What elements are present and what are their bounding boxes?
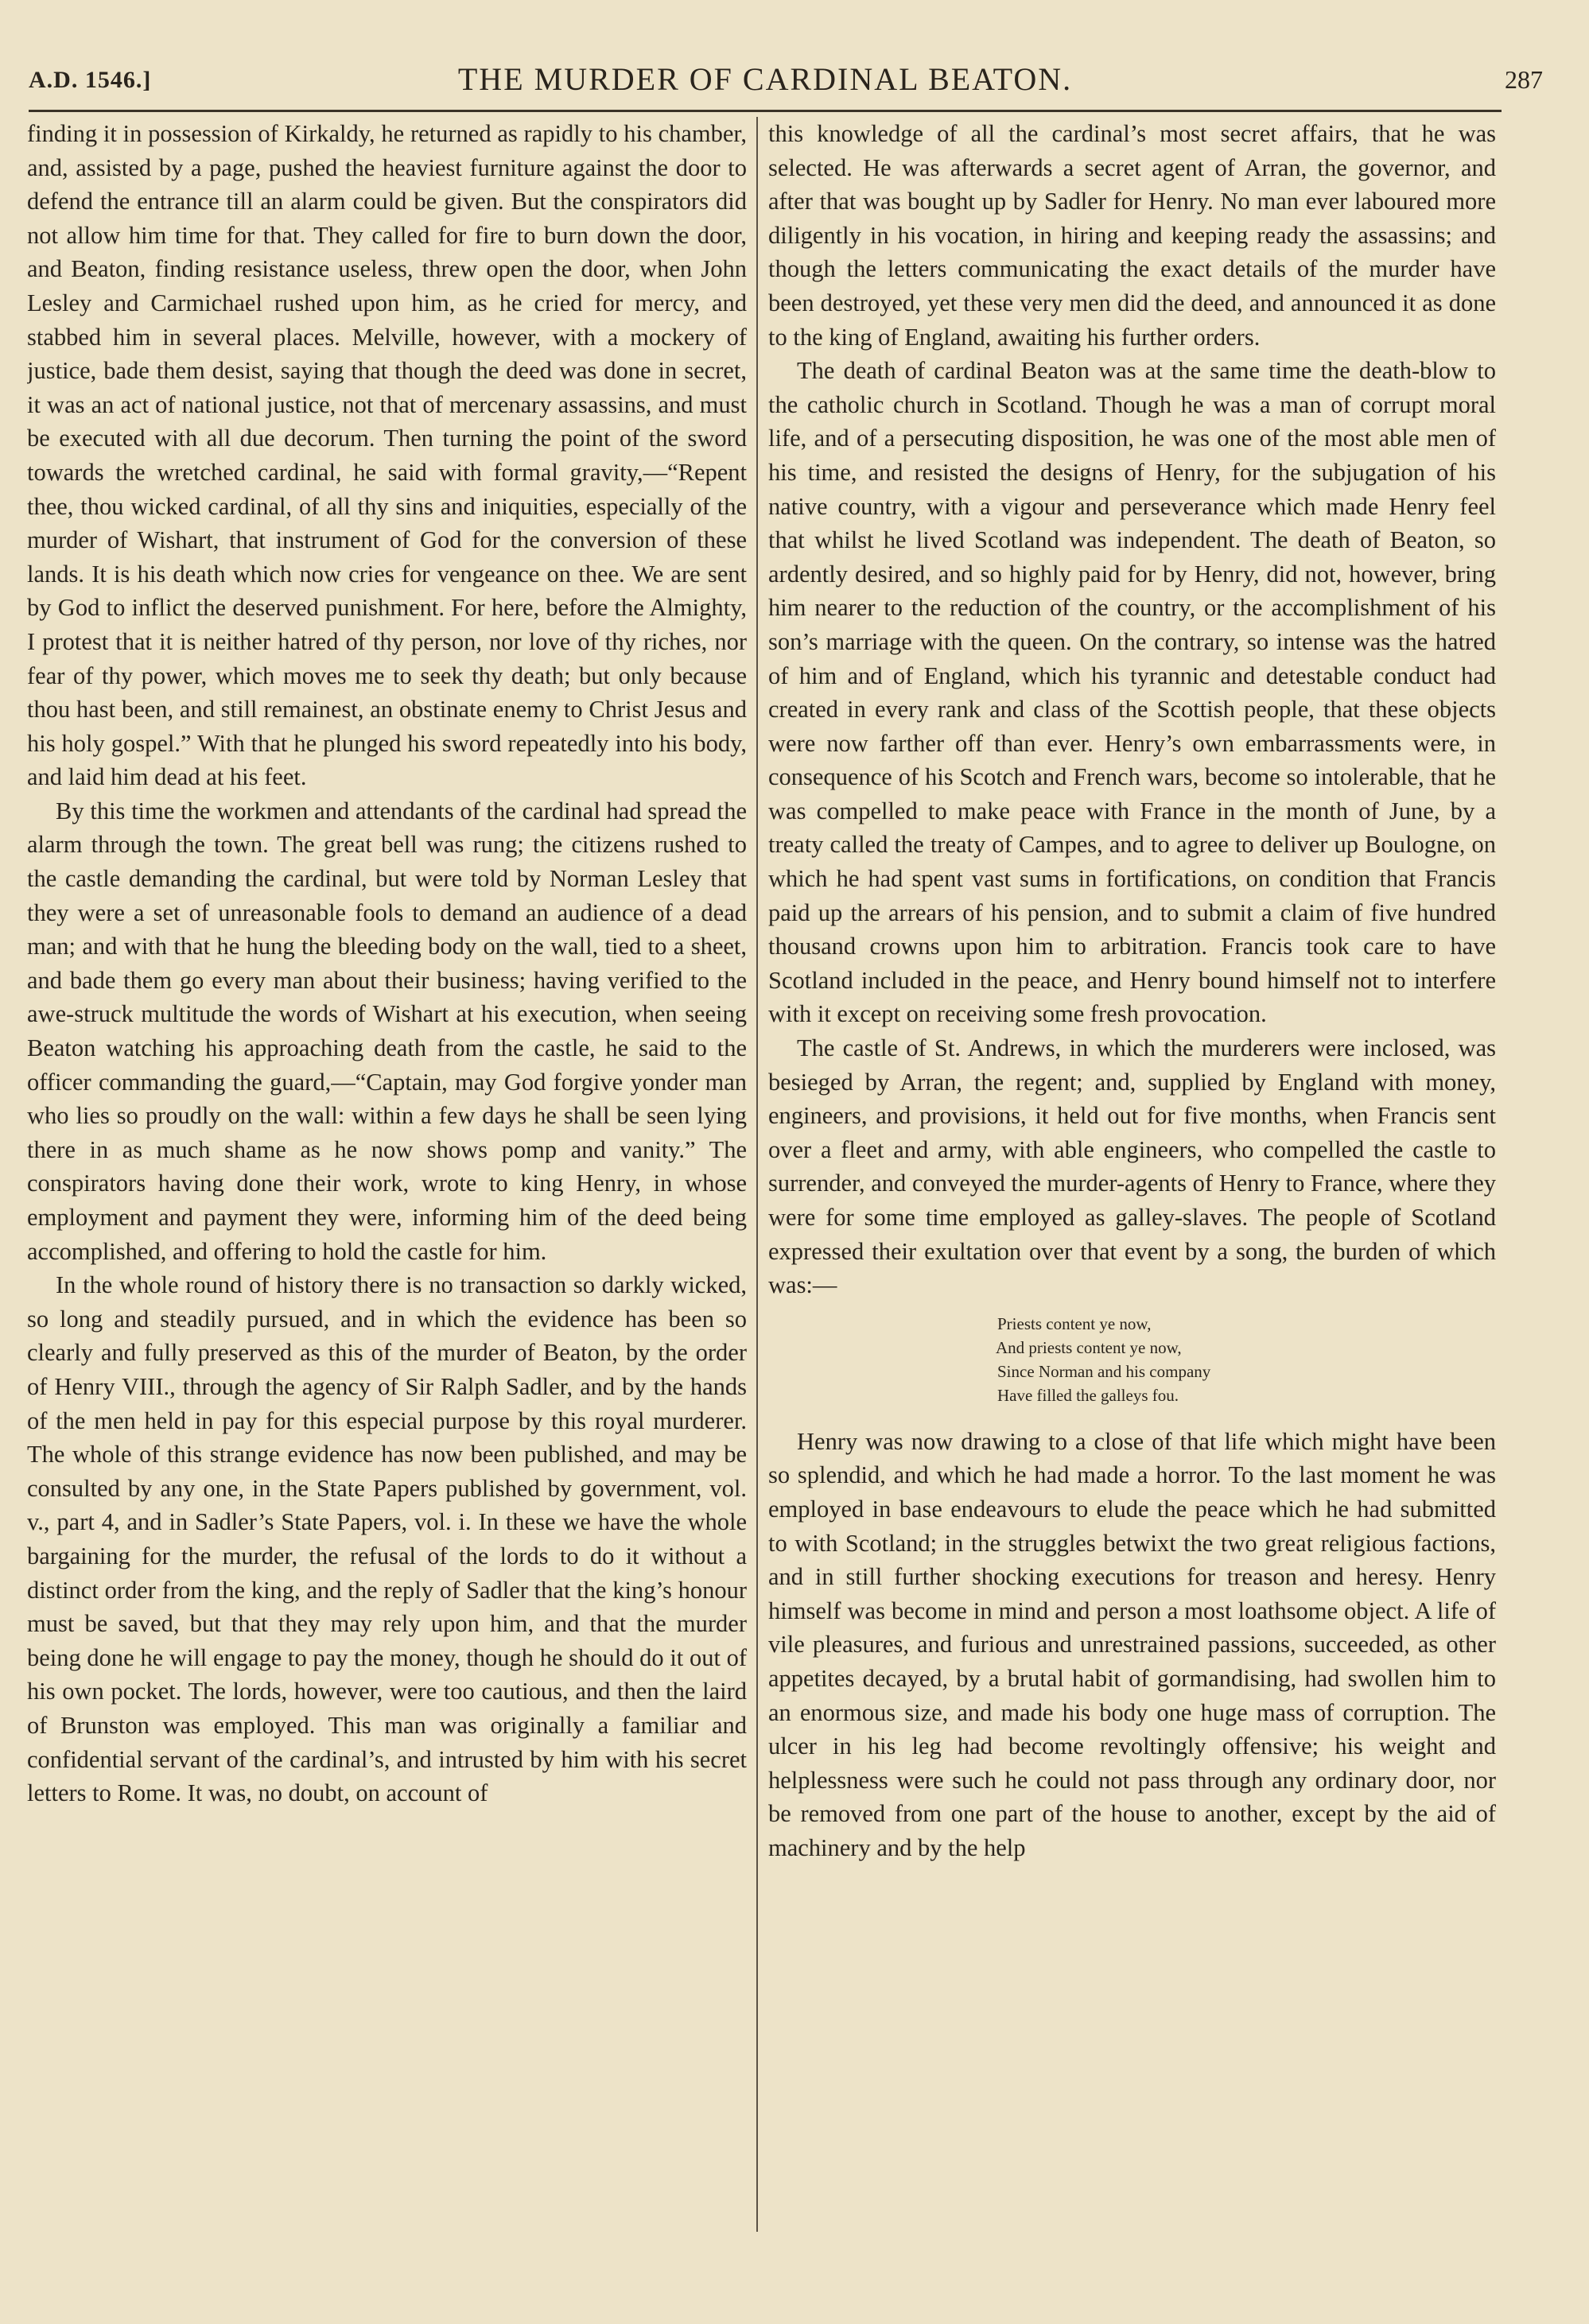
- left-column: [27, 117, 747, 2264]
- paragraph: By this time the workmen and attendants of the cardinal had spread the alarm through the town. The great bell was rung; the citizens rushed to the castle demanding the cardinal, but were told by Norman Lesley that they were a set of unreasonable fools to demand an audience of a dead man; and with that he hung the bleeding body on the wall, tied to a sheet, and bade them go every man about their business; having verified to the awe-struck multitude the words of Wishart at his execution, when seeing Beaton watching his approaching death from the castle, he said to the officer commanding the guard,—“Captain, may God forgive yonder man who lies so proudly on the wall: within a few days he shall be seen lying there in as much shame as he now shows pomp and vanity.” The conspirators having done their work, wrote to king Henry, in whose employment and payment they were, informing him of the deed being accomplished, and offering to hold the castle for him.: [27, 797, 747, 1265]
- verse-line: Have filled the galleys fou.: [997, 1385, 1179, 1405]
- right-column: [768, 117, 1496, 2264]
- header-date: A.D. 1546.]: [29, 67, 152, 93]
- paragraph: The castle of St. Andrews, in which the murderers were inclosed, was besieged by Arran, the regent; and, supplied by England with money, engineers, and provisions, it held out for five months, when Francis sent over a fleet and army, with able engineers, who compelled the castle to surrender, and conveyed the murder-agents of Henry to France, where they were for some time employed as galley-slaves. The people of Scotland expressed their exultation over that event by a song, the burden of which was:—: [768, 1034, 1496, 1299]
- verse-line: Since Norman and his company: [997, 1361, 1211, 1381]
- page-number: 287: [1505, 65, 1543, 94]
- column-divider: [756, 117, 758, 2232]
- paragraph: The death of cardinal Beaton was at the same time the death-blow to the catholic church in Scotland. Though he was a man of corrupt moral life, and of a persecuting disposition, he was one of the most able men of his time, and resisted the designs of Henry, for the subjugation of his native country, with a vigour and perseverance which made Henry feel that whilst he lived Scotland was independent. The death of Beaton, so ardently desired, and so highly paid for by Henry, did not, however, bring him nearer to the reduction of the country, or the accomplishment of his son’s marriage with the queen. On the contrary, so intense was the hatred of him and of England, which his tyrannic and detestable conduct had created in every rank and class of the Scottish people, that these objects were now farther off than ever. Henry’s own embarrassments were, in consequence of his Scotch and French wars, become so intolerable, that he was compelled to make peace with France in the month of June, by a treaty called the treaty of Campes, and to agree to deliver up Boulogne, on which he had spent vast sums in fortifications, on condition that Francis paid up the arrears of his pension, and to submit a claim of five hundred thousand crowns upon him to arbitration. Francis took care to have Scotland included in the peace, and Henry bound himself not to interfere with it except on receiving some fresh provocation.: [768, 357, 1496, 1028]
- paragraph: this knowledge of all the cardinal’s most secret affairs, that he was selected. He was afterwards a secret agent of Arran, the governor, and after that was bought up by Sadler for Henry. No man ever laboured more diligently in his vocation, in hiring and keeping ready the assassins; and though the letters communicating the exact details of the murder have been destroyed, yet these very men did the deed, and announced it as done to the king of England, awaiting his further orders.: [768, 120, 1496, 351]
- running-header: [29, 49, 1543, 112]
- paragraph: In the whole round of history there is no transaction so darkly wicked, so long and steadily pursued, and in which the evidence has been so clearly and fully preserved as this of the murder of Beaton, by the order of Henry VIII., through the agency of Sir Ralph Sadler, and by the hands of the men held in pay for this especial purpose by this royal murderer. The whole of this strange evidence has now been published, and may be consulted by any one, in the State Papers published by government, vol. v., part 4, and in Sadler’s State Papers, vol. i. In these we have the whole bargaining for the murder, the refusal of the lords to do it without a distinct order from the king, and the reply of Sadler that the king’s honour must be saved, but that they may rely upon him, and that the murder being done he will engage to pay the money, though he should do it out of his own pocket. The lords, however, were too cautious, and then the laird of Brunston was employed. This man was originally a familiar and confidential servant of the cardinal’s, and intrusted by him with his secret letters to Rome. It was, no doubt, on account of: [27, 1271, 747, 1807]
- header-title: THE MURDER OF CARDINAL BEATON.: [457, 61, 1073, 97]
- paragraph: finding it in possession of Kirkaldy, he returned as rapidly to his chamber, and, assisted by a page, pushed the heaviest furniture against the door to defend the entrance till an alarm could be given. But the conspirators did not allow him time for that. They called for fire to burn down the door, and Beaton, finding resistance useless, threw open the door, when John Lesley and Carmichael rushed upon him, as he cried for mercy, and stabbed him in several places. Melville, however, with a mockery of justice, bade them desist, saying that though the deed was done in secret, it was an act of national justice, not that of mercenary assassins, and must be executed with all due decorum. Then turning the point of the sword towards the wretched cardinal, he said with formal gravity,—“Repent thee, thou wicked cardinal, of all thy sins and iniquities, especially of the murder of Wishart, that instrument of God for the conversion of these lands. It is his death which now cries for vengeance on thee. We are sent by God to inflict the deserved punishment. For here, before the Almighty, I protest that it is neither hatred of thy person, nor love of thy riches, nor fear of thy power, which moves me to seek thy death; but only because thou hast been, and still remainest, an obstinate enemy to Christ Jesus and his holy gospel.” With that he plunged his sword repeatedly into his body, and laid him dead at his feet.: [27, 120, 747, 791]
- verse-quote: [996, 1312, 1496, 1407]
- verse-line: Priests content ye now,: [997, 1313, 1152, 1333]
- verse-line: And priests content ye now,: [996, 1337, 1182, 1357]
- paragraph: Henry was now drawing to a close of that life which might have been so splendid, and which he had made a horror. To the last moment he was employed in base endeavours to elude the peace which he had submitted to with Scotland; in the struggles betwixt the two great religious factions, and in still further shocking executions for treason and heresy. Henry himself was become in mind and person a most loathsome object. A life of vile pleasures, and furious and unrestrained passions, succeeded, as other appetites decayed, by a brutal habit of gormandising, had swollen him to an enormous size, and made his body one huge mass of corruption. The ulcer in his leg had become revoltingly offensive; his weight and helplessness were such he could not pass through any ordinary door, nor be removed from one part of the house to another, except by the aid of machinery and by the help: [768, 1427, 1496, 1861]
